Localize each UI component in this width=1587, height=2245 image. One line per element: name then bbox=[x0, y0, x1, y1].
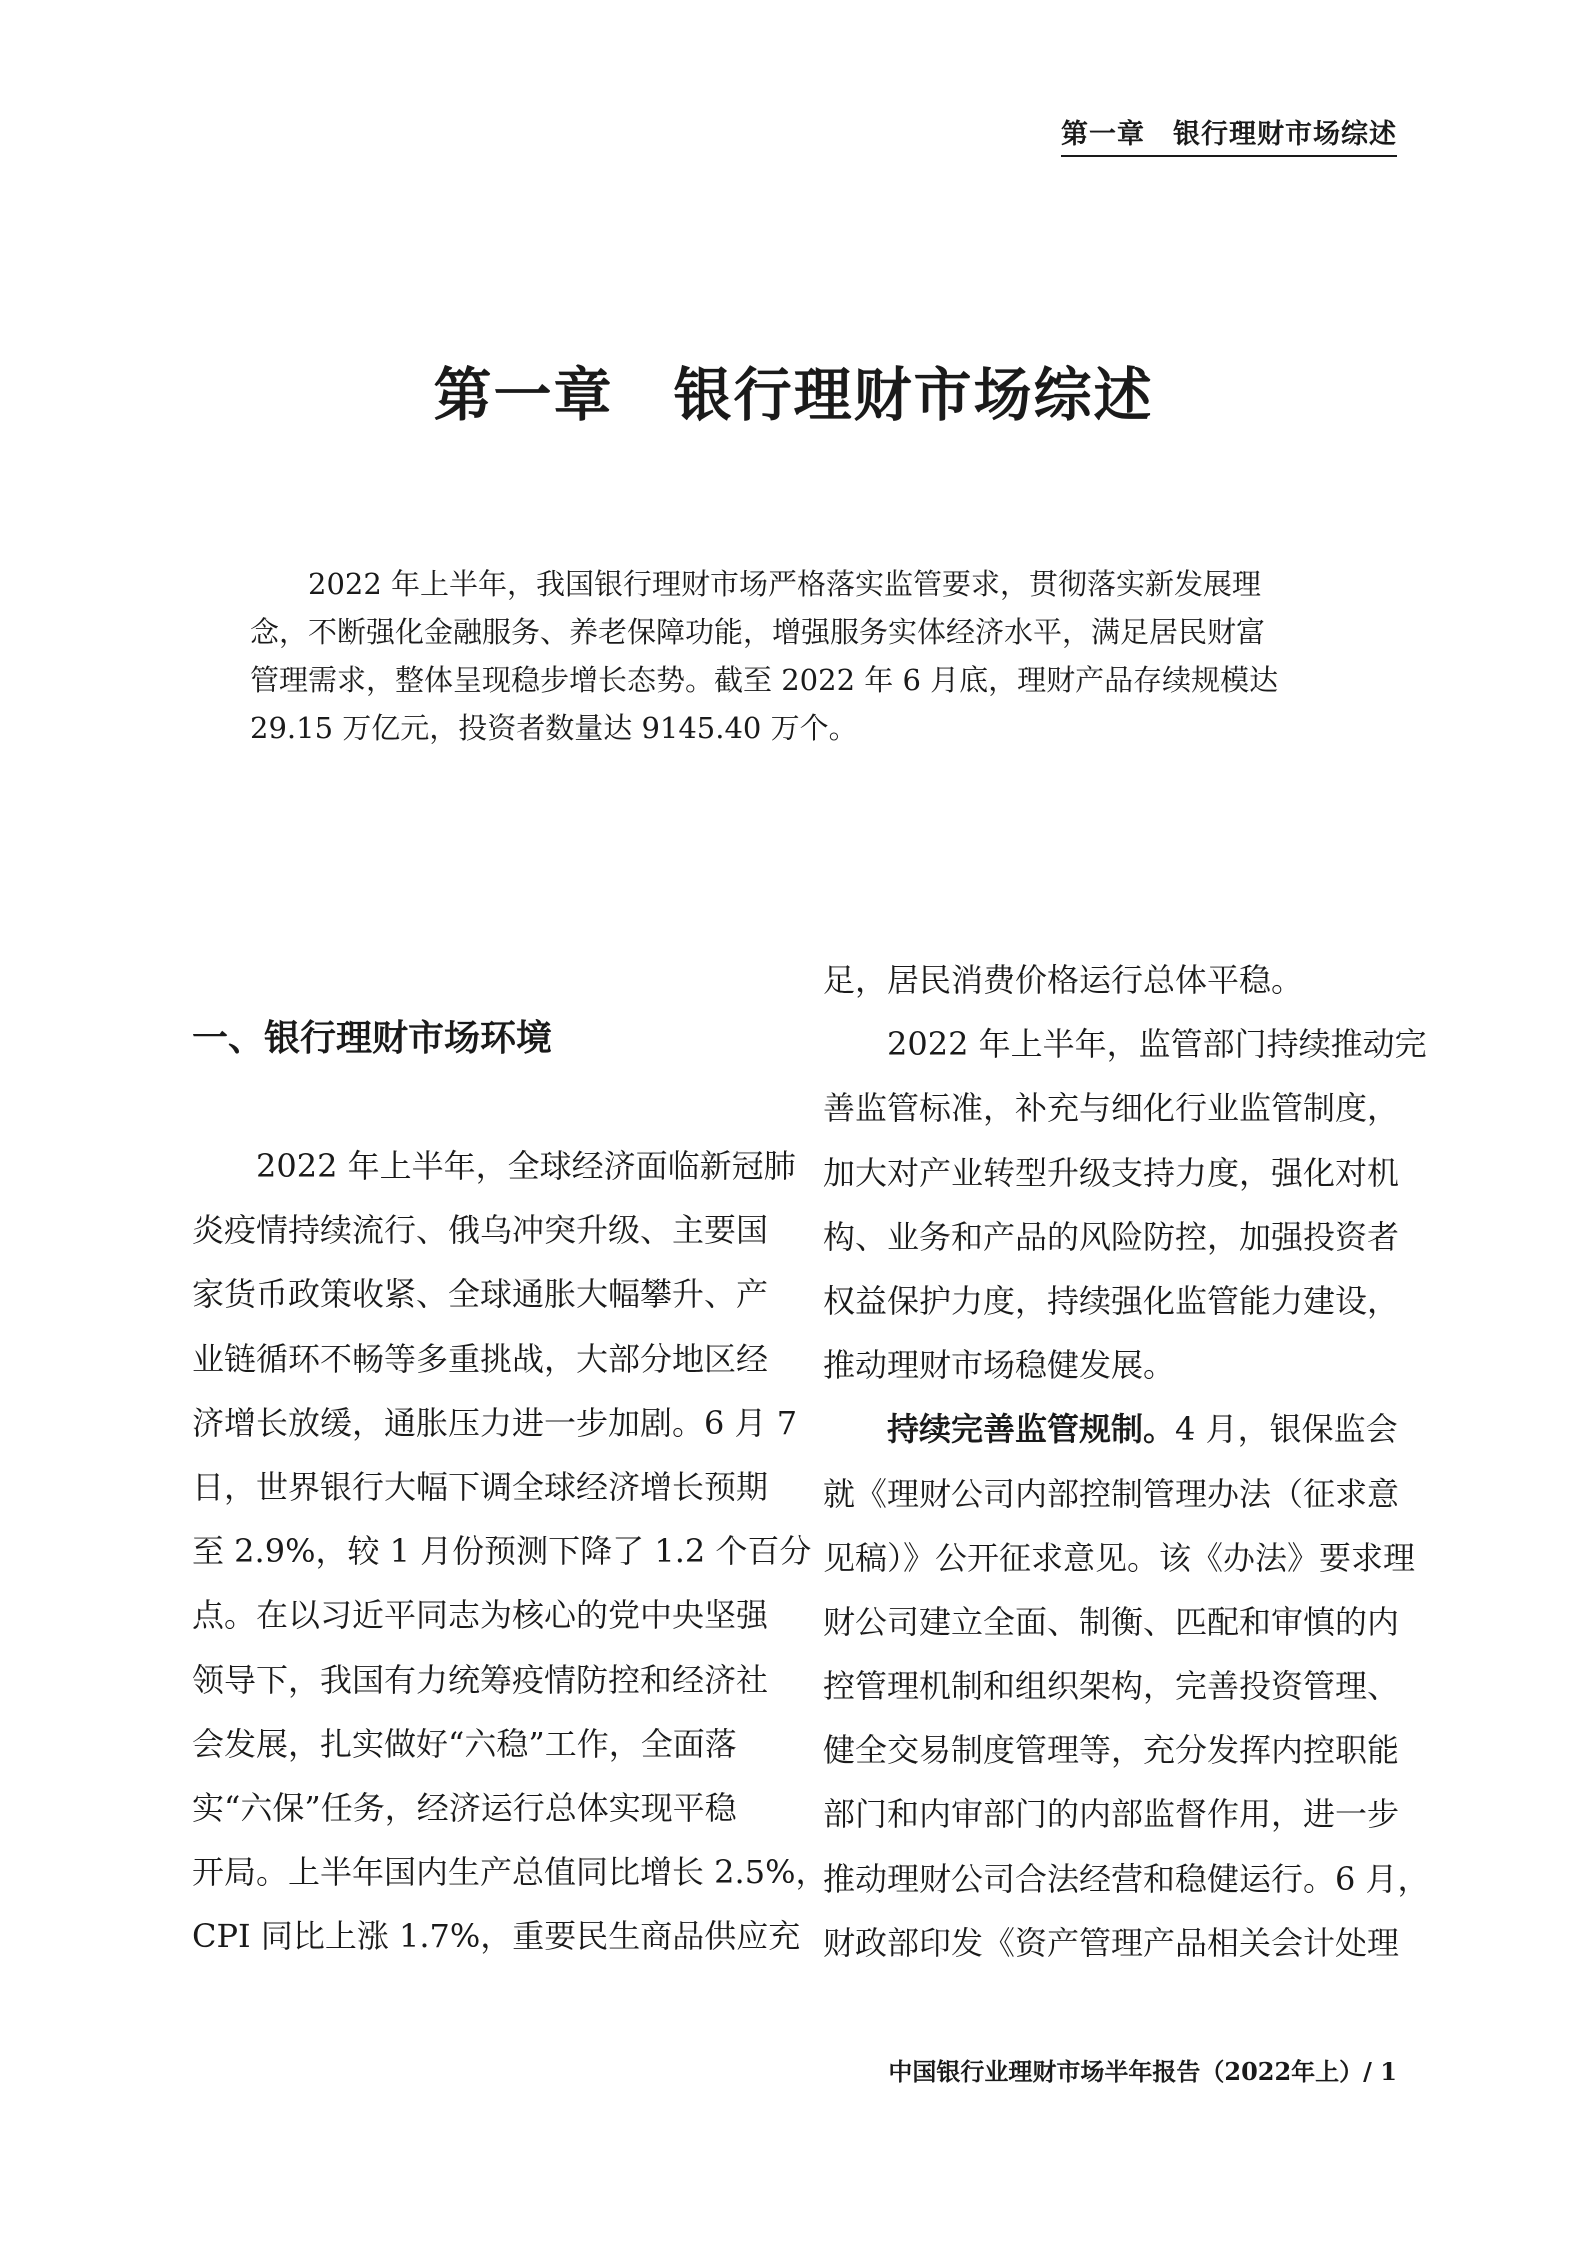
text-line: 控管理机制和组织架构，完善投资管理、 bbox=[823, 1667, 1400, 1706]
text-line: 济增长放缓，通胀压力进一步加剧。6 月 7 bbox=[192, 1403, 798, 1442]
text-line: CPI 同比上涨 1.7%，重要民生商品供应充 bbox=[192, 1917, 801, 1956]
text-line: 健全交易制度管理等，充分发挥内控职能 bbox=[823, 1731, 1400, 1770]
text-line: 加大对产业转型升级支持力度，强化对机 bbox=[823, 1153, 1400, 1192]
text-line: 足，居民消费价格运行总体平稳。 bbox=[823, 961, 1304, 999]
intro-line: 29.15 万亿元，投资者数量达 9145.40 万个。 bbox=[250, 711, 858, 745]
text-line: 会发展，扎实做好“六稳”工作，全面落 bbox=[192, 1724, 737, 1763]
text-line: 领导下，我国有力统筹疫情防控和经济社 bbox=[192, 1660, 769, 1699]
text-line: 财政部印发《资产管理产品相关会计处理 bbox=[823, 1923, 1400, 1962]
text-line: 见稿）》公开征求意见。该《办法》要求理 bbox=[823, 1538, 1416, 1577]
text-line: 炎疫情持续流行、俄乌冲突升级、主要国 bbox=[192, 1211, 769, 1250]
text-line: 部门和内审部门的内部监督作用，进一步 bbox=[823, 1795, 1400, 1834]
text-line: 实“六保”任务，经济运行总体实现平稳 bbox=[192, 1788, 737, 1827]
right-column-text bbox=[823, 948, 1430, 1975]
text-line: 构、业务和产品的风险防控，加强投资者 bbox=[823, 1217, 1400, 1256]
running-header: 第一章 银行理财市场综述 bbox=[1061, 112, 1397, 157]
intro-line: 念，不断强化金融服务、养老保障功能，增强服务实体经济水平，满足居民财富 bbox=[250, 615, 1266, 649]
text-line: 开局。上半年国内生产总值同比增长 2.5%， bbox=[192, 1853, 828, 1892]
intro-line: 管理需求，整体呈现稳步增长态势。截至 2022 年 6 月底，理财产品存续规模达 bbox=[250, 663, 1279, 697]
left-column-text bbox=[192, 1134, 827, 1968]
text-line: 就《理财公司内部控制管理办法（征求意 bbox=[823, 1474, 1400, 1513]
text-line: 财公司建立全面、制衡、匹配和审慎的内 bbox=[823, 1602, 1400, 1641]
chapter-title: 第一章 银行理财市场综述 bbox=[433, 361, 1154, 429]
text-line: 推动理财公司合法经营和稳健运行。6 月， bbox=[823, 1859, 1430, 1898]
text-line: 2022 年上半年，全球经济面临新冠肺 bbox=[192, 1147, 796, 1185]
text-line: 点。在以习近平同志为核心的党中央坚强 bbox=[192, 1596, 769, 1635]
intro-paragraph bbox=[250, 560, 1350, 752]
text-line: 家货币政策收紧、全球通胀大幅攀升、产 bbox=[192, 1275, 769, 1314]
text-line: 业链循环不畅等多重挑战，大部分地区经 bbox=[192, 1339, 769, 1378]
bold-lead-phrase: 持续完善监管规制。 bbox=[887, 1410, 1176, 1449]
page-footer: 中国银行业理财市场半年报告（2022年上）/ 1 bbox=[888, 2057, 1397, 2086]
text-line: 日，世界银行大幅下调全球经济增长预期 bbox=[192, 1467, 769, 1506]
text-line: 推动理财市场稳健发展。 bbox=[823, 1346, 1176, 1385]
lead-tail: 4 月，银保监会 bbox=[1175, 1410, 1398, 1449]
text-line: 至 2.9%，较 1 月份预测下降了 1.2 个百分 bbox=[192, 1532, 812, 1571]
text-line: 2022 年上半年，监管部门持续推动完 bbox=[823, 1025, 1427, 1064]
section-heading: 一、银行理财市场环境 bbox=[192, 1018, 553, 1059]
text-line: 权益保护力度，持续强化监管能力建设， bbox=[823, 1281, 1400, 1320]
text-line: 善监管标准，补充与细化行业监管制度， bbox=[823, 1089, 1400, 1128]
text-line-with-lead bbox=[823, 1397, 1430, 1461]
intro-line: 2022 年上半年，我国银行理财市场严格落实监管要求，贯彻落实新发展理 bbox=[308, 567, 1262, 601]
